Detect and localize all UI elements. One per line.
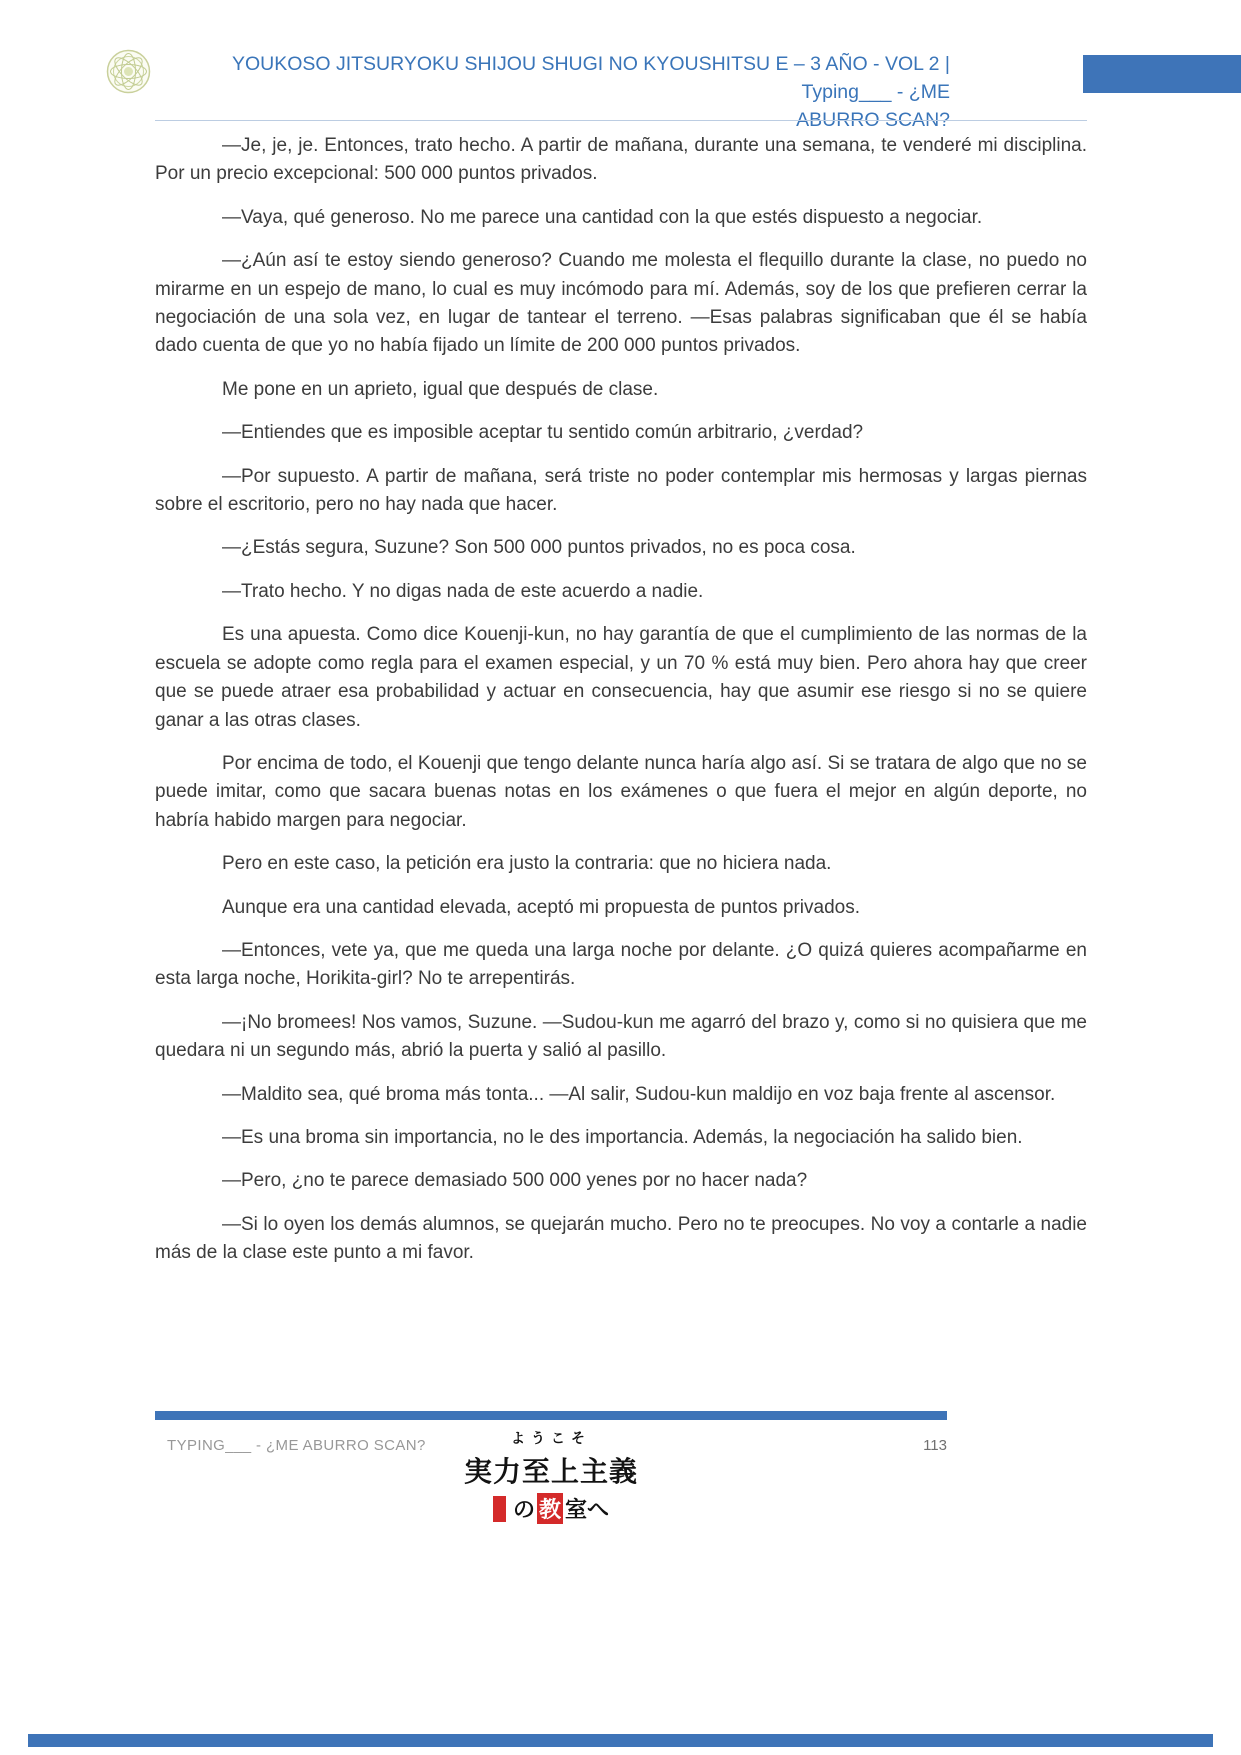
scan-mandala-logo-icon bbox=[106, 49, 151, 94]
paragraph: Por encima de todo, el Kouenji que tengo delante nunca haría algo así. Si se tratara de algo que no se puede imitar, como que sacara buenas notas en los exámenes o que fuera el mejor en algún deporte, no habría habido margen para negociar. bbox=[155, 752, 1087, 831]
cote-logo-top-text: ようこそ bbox=[510, 1430, 591, 1446]
paragraph: —¿Estás segura, Suzune? Son 500 000 puntos privados, no es poca cosa. bbox=[222, 537, 856, 559]
cote-logo-main-text: 実力至上主義 bbox=[463, 1456, 638, 1487]
header-title-line1: YOUKOSO JITSURYOKU SHIJOU SHUGI NO KYOUSHITSU E – 3 AÑO - VOL 2 | Typing___ - ¿ME bbox=[231, 53, 950, 103]
paragraph: —Entonces, vete ya, que me queda una larga noche por delante. ¿O quizá quieres acompañarme en esta larga noche, Horikita-girl? No te arrepentirás. bbox=[155, 939, 1087, 990]
header-title-line2: ABURRO SCAN? bbox=[796, 109, 950, 131]
paragraph: —Si lo oyen los demás alumnos, se quejarán mucho. Pero no te preocupes. No voy a contarle a nadie más de la clase este punto a mi favor. bbox=[155, 1213, 1087, 1264]
footer-scan-name: TYPING___ - ¿ME ABURRO SCAN? bbox=[167, 1437, 426, 1454]
header-title bbox=[170, 50, 950, 134]
cote-logo-bottom-pre: の bbox=[512, 1497, 535, 1522]
paragraph: —¡No bromees! Nos vamos, Suzune. —Sudou-kun me agarró del brazo y, como si no quisiera que me quedara ni un segundo más, abrió la puerta y salió al pasillo. bbox=[155, 1011, 1087, 1062]
paragraph: —Maldito sea, qué broma más tonta... —Al salir, Sudou-kun maldijo en voz baja frente al ascensor. bbox=[222, 1083, 1056, 1105]
paragraph: —Je, je, je. Entonces, trato hecho. A partir de mañana, durante una semana, te venderé mi disciplina. Por un precio excepcional: 500 000 puntos privados. bbox=[155, 135, 1087, 185]
page-bottom-accent-strip bbox=[28, 1734, 1213, 1747]
paragraph: —Entiendes que es imposible aceptar tu sentido común arbitrario, ¿verdad? bbox=[222, 422, 864, 444]
paragraph: —Trato hecho. Y no digas nada de este acuerdo a nadie. bbox=[222, 580, 704, 602]
page-body-text bbox=[155, 132, 1087, 1283]
paragraph: Es una apuesta. Como dice Kouenji-kun, no hay garantía de que el cumplimiento de las normas de la escuela se adopte como regla para el examen especial, y un 70 % está muy bien. Pero ahora hay que creer que se puede atraer esa probabilidad y actuar en consecuencia, hay que asumir ese riesgo si no se quiere ganar a las otras clases. bbox=[155, 624, 1087, 731]
cote-logo-red-accent bbox=[493, 1496, 506, 1522]
header-divider bbox=[155, 120, 1087, 121]
paragraph: —Pero, ¿no te parece demasiado 500 000 yenes por no hacer nada? bbox=[222, 1170, 808, 1192]
paragraph: —Por supuesto. A partir de mañana, será triste no poder contemplar mis hermosas y largas piernas sobre el escritorio, pero no hay nada que hacer. bbox=[155, 465, 1087, 516]
header-accent-rectangle bbox=[1083, 55, 1241, 93]
paragraph: —Es una broma sin importancia, no le des importancia. Además, la negociación ha salido bien. bbox=[222, 1126, 1023, 1148]
page-number: 113 bbox=[923, 1437, 947, 1454]
cote-logo-bottom-post: 室へ bbox=[565, 1497, 610, 1522]
paragraph: Me pone en un aprieto, igual que después de clase. bbox=[222, 378, 659, 400]
paragraph: —¿Aún así te estoy siendo generoso? Cuando me molesta el flequillo durante la clase, no puedo no mirarme en un espejo de mano, lo cual es muy incómodo para mí. Además, soy de los que prefieren cerrar la negociación de una sola vez, en lugar de tantear el terreno. —Esas palabras significaban que él se había dado cuenta de que yo no había fijado un límite de 200 000 puntos privados. bbox=[155, 250, 1087, 357]
paragraph: Pero en este caso, la petición era justo la contraria: que no hiciera nada. bbox=[222, 853, 832, 875]
paragraph: —Vaya, qué generoso. No me parece una cantidad con la que estés dispuesto a negociar. bbox=[222, 206, 983, 228]
footer-divider-bar bbox=[155, 1411, 947, 1420]
paragraph: Aunque era una cantidad elevada, aceptó mi propuesta de puntos privados. bbox=[222, 896, 861, 918]
cote-logo-bottom-row bbox=[464, 1493, 638, 1524]
cote-logo-red-char: 教 bbox=[537, 1493, 563, 1524]
